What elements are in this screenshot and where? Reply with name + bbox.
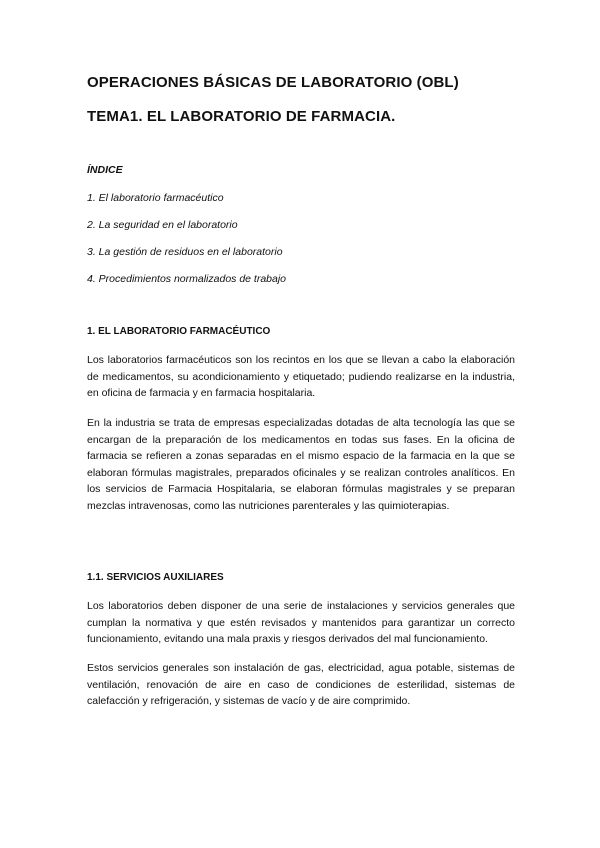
body-paragraph: En la industria se trata de empresas especializadas dotadas de alta tecnología las que se encargan de la preparación de los medicamentos en todas sus fases. En la oficina de farmacia se refieren a zonas separadas en el mismo espacio de la farmacia en la que se elaboran fórmulas magistrales, preparados oficinales y se realizan controles analíticos. En los servicios de Farmacia Hospitalaria, se elaboran fórmulas magistrales y se preparan mezclas intravenosas, como las nutriciones parenterales y las quimioterapias. [87, 417, 515, 512]
section-heading: 1. EL LABORATORIO FARMACÉUTICO [87, 326, 271, 337]
index-item: 3. La gestión de residuos en el laboratorio [87, 246, 283, 258]
body-paragraph: Estos servicios generales son instalación de gas, electricidad, agua potable, sistemas de ventilación, renovación de aire en caso de condiciones de esterilidad, sistemas de calefacción y refrigeración, y sistemas de vacío y de aire comprimido. [87, 662, 515, 707]
index-item: 1. El laboratorio farmacéutico [87, 192, 224, 204]
subsection-heading: 1.1. SERVICIOS AUXILIARES [87, 572, 224, 583]
index-item: 2. La seguridad en el laboratorio [87, 219, 238, 231]
topic-title: TEMA1. EL LABORATORIO DE FARMACIA. [87, 108, 396, 125]
index-item: 4. Procedimientos normalizados de trabajo [87, 273, 287, 285]
document-title: OPERACIONES BÁSICAS DE LABORATORIO (OBL) [87, 74, 459, 91]
body-paragraph: Los laboratorios deben disponer de una serie de instalaciones y servicios generales que cumplan la normativa y que estén revisados y mantenidos para garantizar un correcto funcionamiento, evitando una mala praxis y riesgos derivados del mal funcionamiento. [87, 600, 515, 645]
body-paragraph: Los laboratorios farmacéuticos son los recintos en los que se llevan a cabo la elaboración de medicamentos, su acondicionamiento y etiquetado; pudiendo realizarse en la industria, en oficina de farmacia y en farmacia hospitalaria. [87, 354, 515, 399]
index-heading: ÍNDICE [87, 164, 123, 176]
